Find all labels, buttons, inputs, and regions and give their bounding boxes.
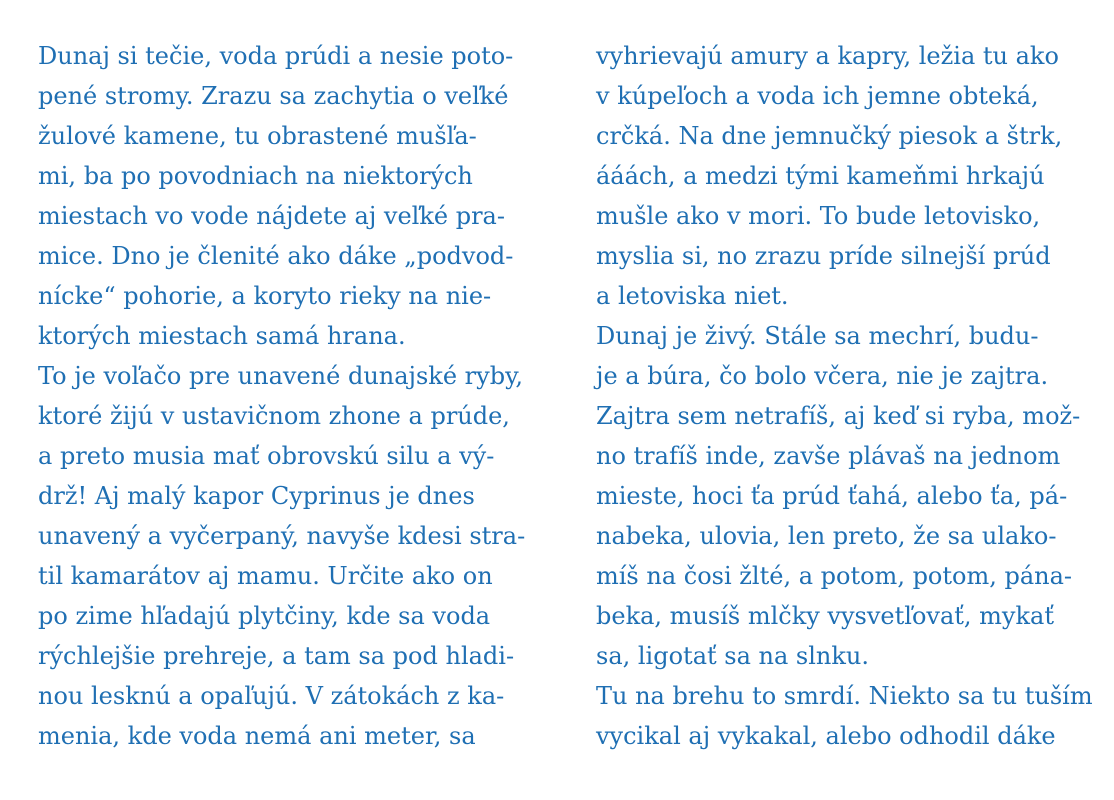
- text-line: Dunaj si tečie, voda prúdi a nesie poto-: [38, 42, 514, 70]
- text-line: pené stromy. Zrazu sa zachytia o veľké: [38, 82, 509, 110]
- text-line: no trafíš inde, zavše plávaš na jednom: [596, 442, 1061, 470]
- text-line: drž! Aj malý kapor Cyprinus je dnes: [38, 482, 475, 510]
- text-line: a letoviska niet.: [596, 282, 789, 310]
- text-line: sa, ligotať sa na slnku.: [596, 642, 869, 670]
- text-line: nabeka, ulovia, len preto, že sa ulako-: [596, 522, 1057, 550]
- text-line: nícke“ pohorie, a koryto rieky na nie-: [38, 282, 492, 310]
- text-line: ktoré žijú v ustavičnom zhone a prúde,: [38, 402, 510, 430]
- text-line: po zime hľadajú plytčiny, kde sa voda: [38, 602, 491, 630]
- text-line: crčká. Na dne jemnučký piesok a štrk,: [596, 122, 1063, 150]
- text-line: a preto musia mať obrovskú silu a vý-: [38, 442, 495, 470]
- text-line: vycikal aj vykakal, alebo odhodil dáke: [596, 722, 1056, 750]
- text-line: je a búra, čo bolo včera, nie je zajtra.: [596, 362, 1049, 390]
- text-line: žulové kamene, tu obrastené mušľa-: [38, 122, 477, 150]
- text-line: nou lesknú a opaľujú. V zátokách z ka-: [38, 682, 505, 710]
- text-line: mieste, hoci ťa prúd ťahá, alebo ťa, pá-: [596, 482, 1068, 510]
- text-line: Tu na brehu to smrdí. Niekto sa tu tuším: [596, 682, 1093, 710]
- text-line: miestach vo vode nájdete aj veľké pra-: [38, 202, 505, 230]
- text-line: Dunaj je živý. Stále sa mechrí, budu-: [596, 322, 1039, 350]
- text-line: beka, musíš mlčky vysvetľovať, mykať: [596, 602, 1054, 630]
- text-line: To je voľačo pre unavené dunajské ryby,: [38, 362, 524, 390]
- text-line: ááách, a medzi tými kameňmi hrkajú: [596, 162, 1045, 190]
- text-line: rýchlejšie prehreje, a tam sa pod hladi-: [38, 642, 515, 670]
- text-line: mušle ako v mori. To bude letovisko,: [596, 202, 1041, 230]
- text-line: til kamarátov aj mamu. Určite ako on: [38, 562, 493, 590]
- text-line: míš na čosi žlté, a potom, potom, pána-: [596, 562, 1073, 590]
- text-line: v kúpeľoch a voda ich jemne obteká,: [596, 82, 1039, 110]
- text-line: Zajtra sem netrafíš, aj keď si ryba, mož-: [596, 402, 1081, 430]
- text-line: mi, ba po povodniach na niektorých: [38, 162, 473, 190]
- right-text-column: [596, 36, 1093, 756]
- text-line: unavený a vyčerpaný, navyše kdesi stra-: [38, 522, 526, 550]
- left-text-column: [38, 36, 528, 756]
- text-line: myslia si, no zrazu príde silnejší prúd: [596, 242, 1051, 270]
- text-line: menia, kde voda nemá ani meter, sa: [38, 722, 476, 750]
- text-line: vyhrievajú amury a kapry, ležia tu ako: [596, 42, 1059, 70]
- text-line: ktorých miestach samá hrana.: [38, 322, 406, 350]
- text-line: mice. Dno je členité ako dáke „podvod-: [38, 242, 514, 270]
